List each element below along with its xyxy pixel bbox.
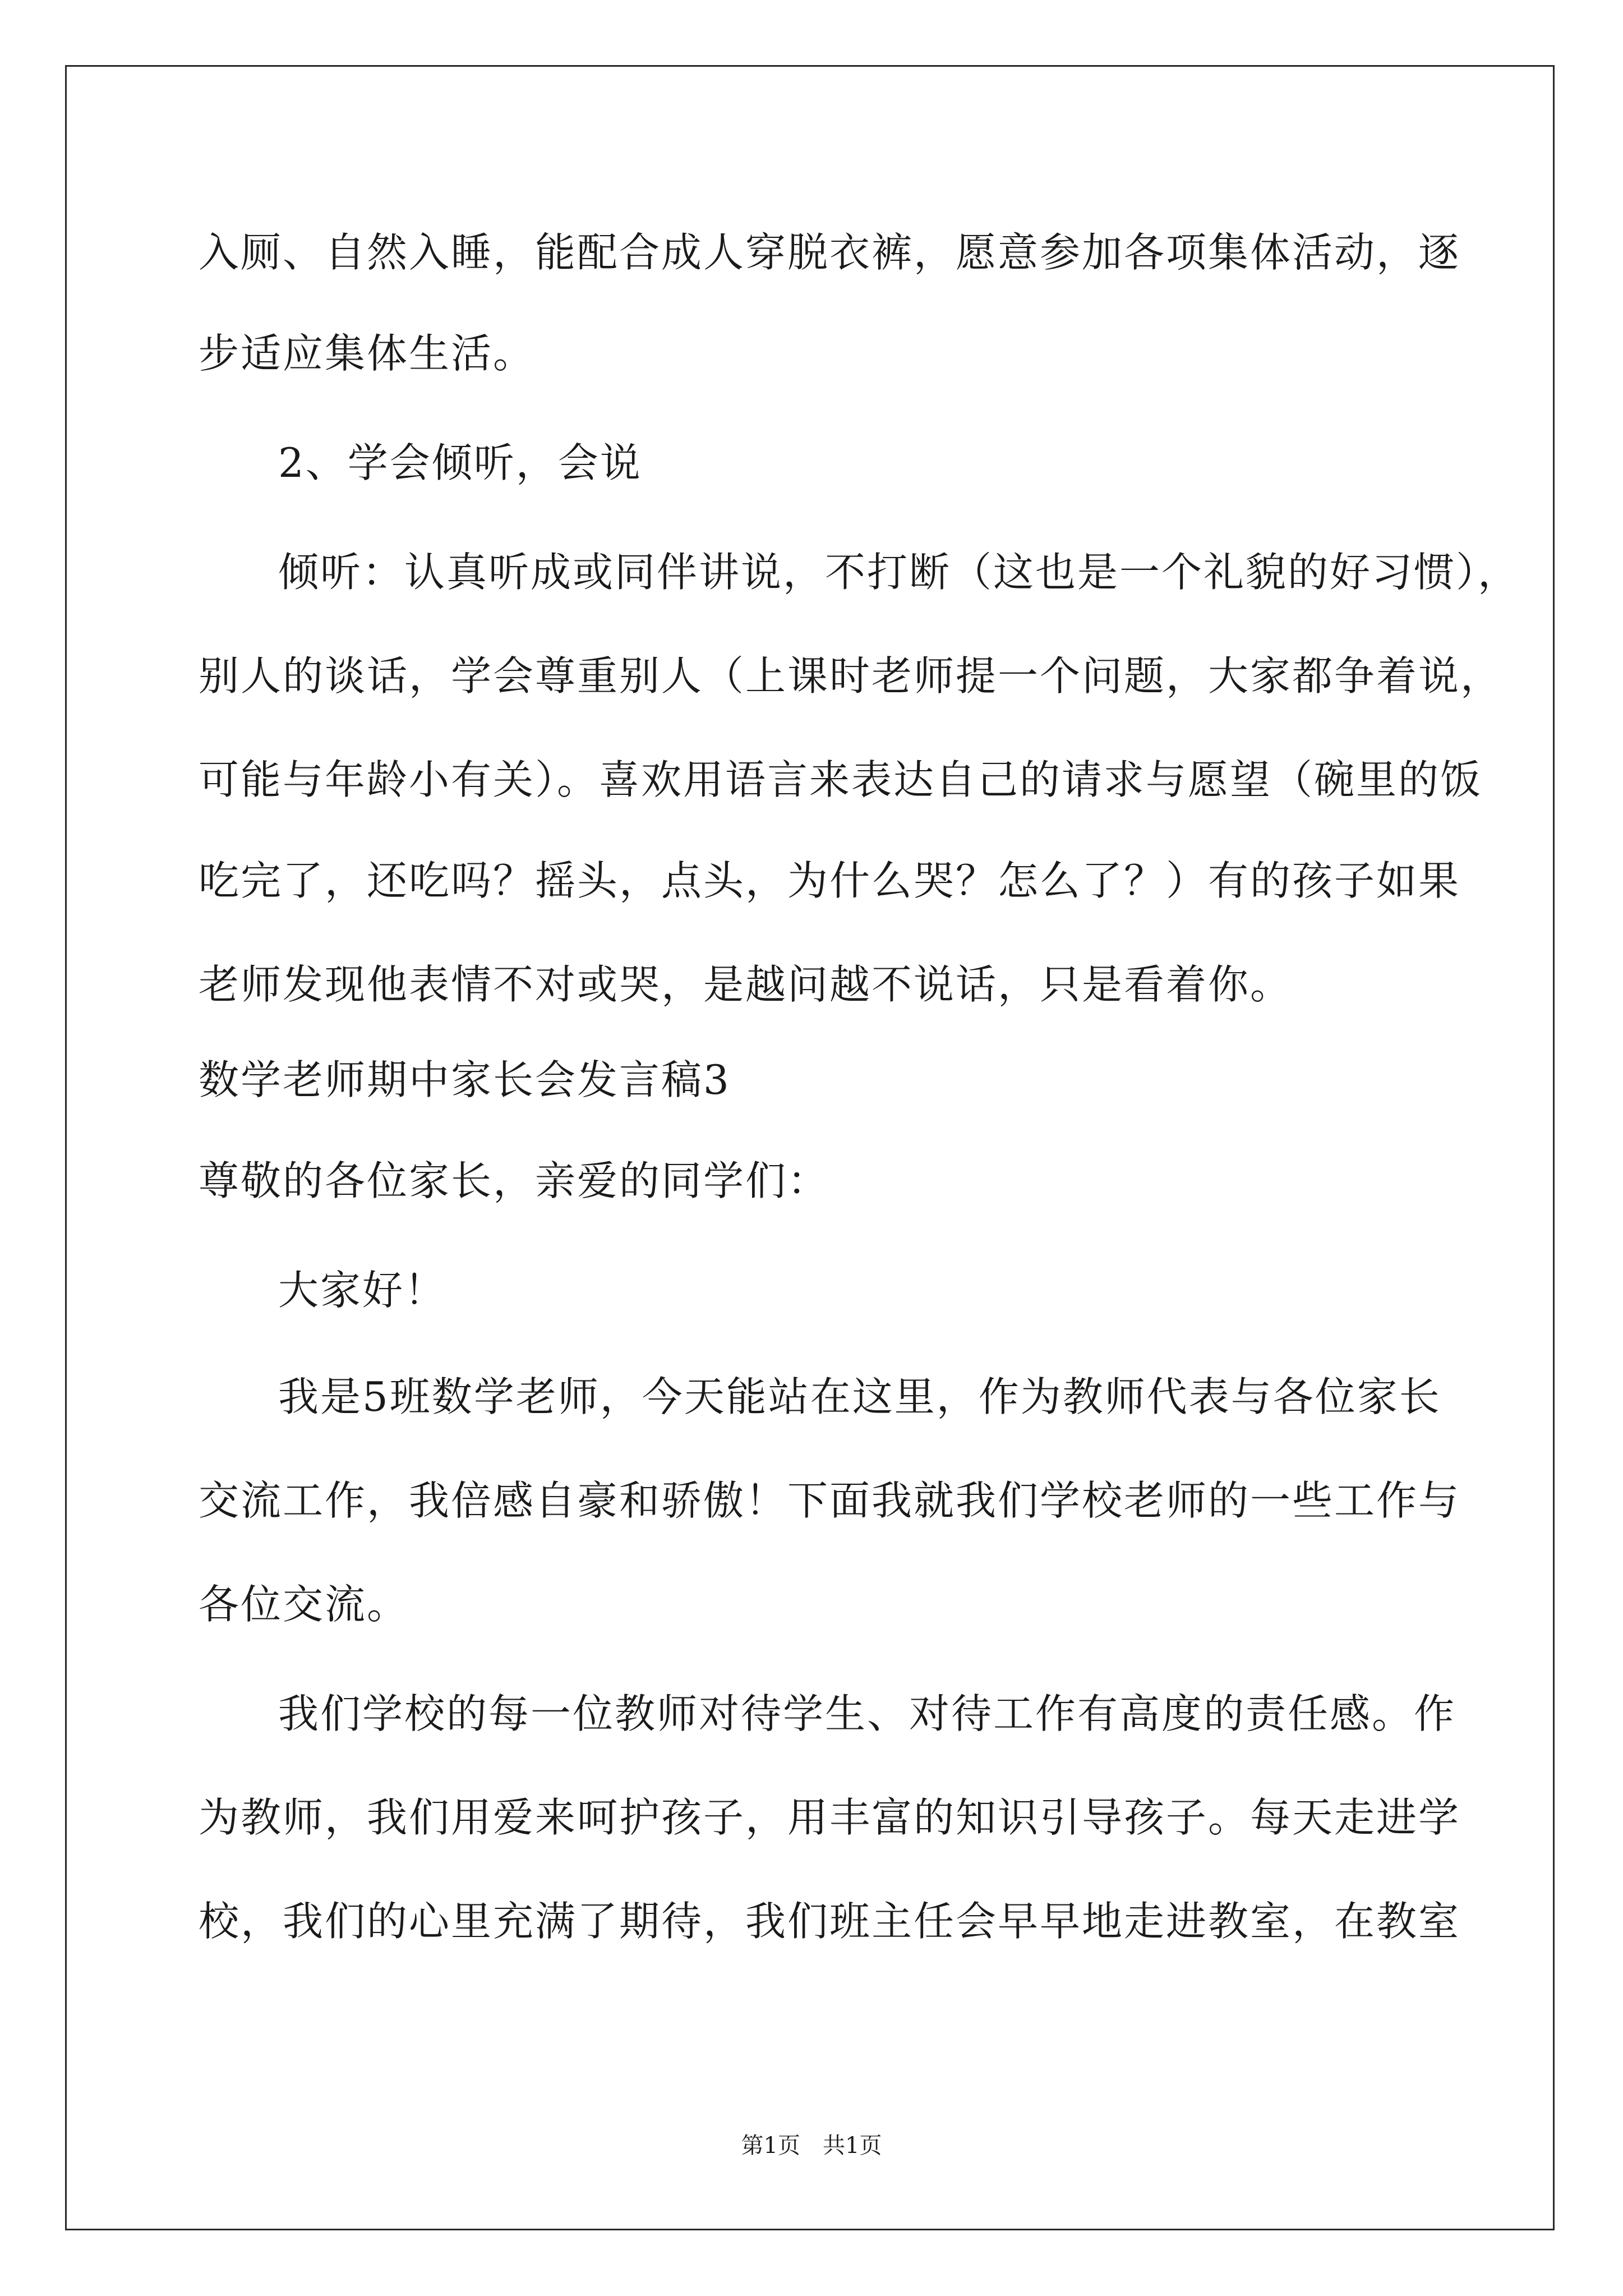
greeting: 大家好！ [278, 1267, 447, 1314]
list-heading: 2、学会倾听，会说 [278, 439, 642, 486]
section-title: 数学老师期中家长会发言稿3 [199, 1056, 731, 1103]
page-footer: 第1页 共1页 [741, 2133, 882, 2159]
text-line: 各位交流。 [199, 1581, 409, 1628]
salutation: 尊敬的各位家长，亲爱的同学们： [199, 1157, 830, 1204]
text-line: 步适应集体生活。 [199, 330, 536, 377]
text-line: 我们学校的每一位教师对待学生、对待工作有高度的责任感。作 [278, 1690, 1456, 1737]
text-line: 交流工作，我倍感自豪和骄傲！下面我就我们学校老师的一些工作与 [199, 1477, 1461, 1524]
text-line: 倾听：认真听成或同伴讲说，不打断（这也是一个礼貌的好习惯）， [278, 549, 1520, 596]
text-line: 可能与年龄小有关）。喜欢用语言来表达自己的请求与愿望（碗里的饭 [199, 756, 1483, 803]
text-line: 校，我们的心里充满了期待，我们班主任会早早地走进教室，在教室 [199, 1898, 1461, 1945]
text-line: 为教师，我们用爱来呵护孩子，用丰富的知识引导孩子。每天走进学 [199, 1794, 1461, 1841]
text-line: 入厕、自然入睡，能配合成人穿脱衣裤，愿意参加各项集体活动，逐 [199, 229, 1461, 276]
text-line: 我是5班数学老师，今天能站在这里，作为教师代表与各位家长 [278, 1373, 1441, 1420]
text-line: 别人的谈话，学会尊重别人（上课时老师提一个问题，大家都争着说， [199, 652, 1503, 700]
text-line: 老师发现他表情不对或哭，是越问越不说话，只是看着你。 [199, 961, 1293, 1008]
text-line: 吃完了，还吃吗？摇头，点头，为什么哭？怎么了？）有的孩子如果 [199, 857, 1461, 904]
